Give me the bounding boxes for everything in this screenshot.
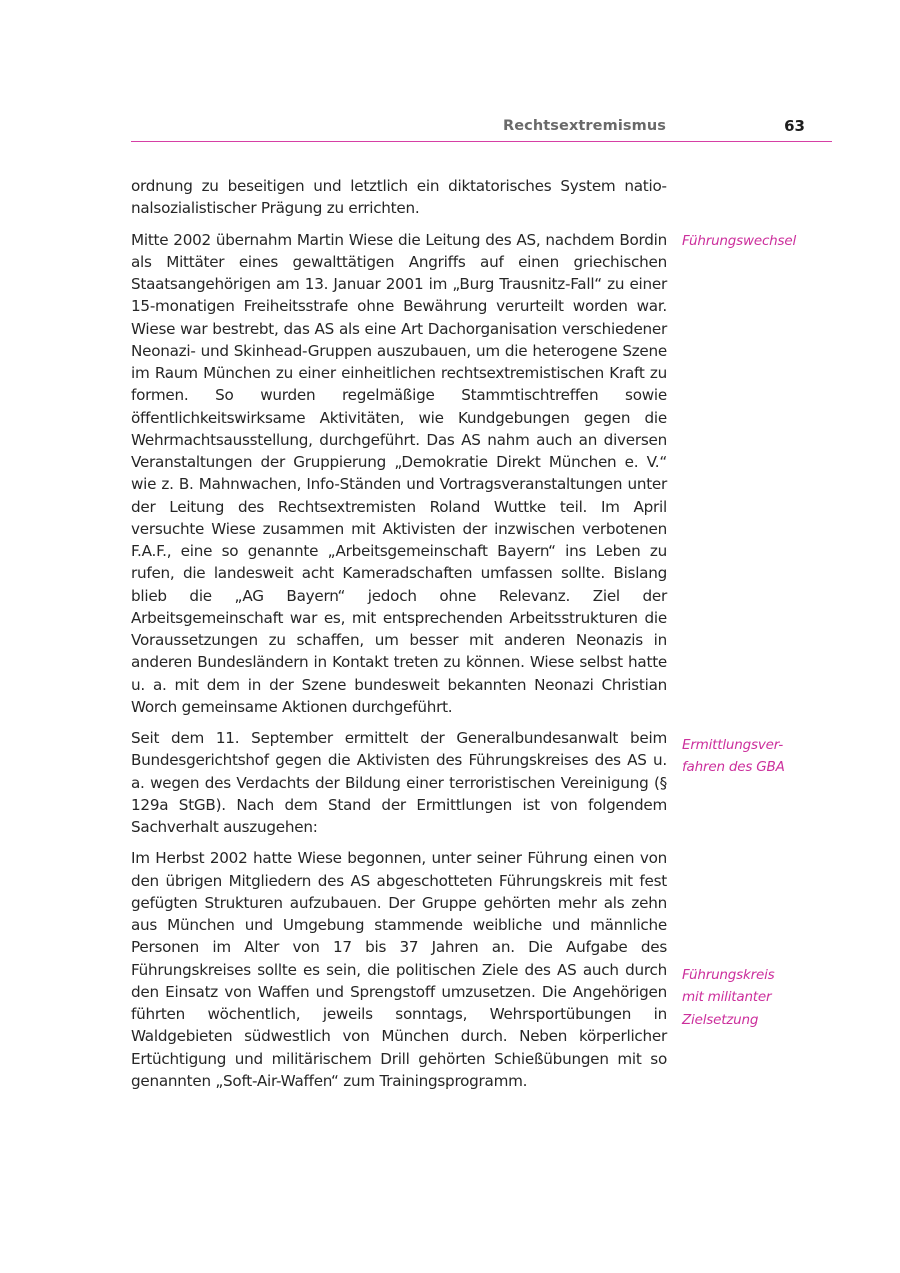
page-number: 63 — [784, 117, 805, 135]
margin-note-ermittlungsverfahren — [682, 734, 785, 779]
margin-note-line: Führungskreis — [682, 967, 775, 983]
margin-note-fuehrungswechsel — [682, 230, 796, 252]
margin-note-fuehrungskreis — [682, 964, 774, 1031]
paragraph: ordnung zu beseitigen und letztlich ein diktatorisches System nationalsozialistischer Prägung zu errichten. — [131, 177, 667, 218]
paragraph: Im Herbst 2002 hatte Wiese begonnen, unter seiner Führung einen von den übrigen Mitgliedern des AS abgeschotteten Führungskreis mit fest gefügten Strukturen aufzubauen. Der Gruppe gehörten mehr als zehn aus München und Umgebung stammende weibliche und männliche Personen im Alter von 17 bis 37 Jahren an. Die Aufgabe des Führungskreises sollte es sein, die politischen Ziele des AS auch durch den Einsatz von Waffen und Sprengstoff umzusetzen. Die Angehörigen führten wöchentlich, jeweils sonntags, Wehrsportübungen in Waldgebieten südwestlich von München durch. Neben körperlicher Ertüchtigung und militärischem Drill gehörten Schießübungen mit so genannten „Soft-Air-Waffen“ zum Trainingsprogramm. — [131, 849, 667, 1090]
running-head-title: Rechtsextremismus — [502, 118, 666, 134]
margin-note-line: Führungswechsel — [682, 233, 797, 249]
running-header — [131, 116, 832, 142]
margin-note-line: Ermittlungsver- — [682, 737, 784, 753]
margin-note-line: Zielsetzung — [682, 1011, 759, 1028]
header-rule — [131, 141, 832, 142]
margin-note-line: fahren des GBA — [682, 759, 785, 776]
margin-note-line: mit militanter — [682, 989, 772, 1006]
paragraph: Mitte 2002 übernahm Martin Wiese die Leitung des AS, nachdem Bordin als Mittäter eines gewalttätigen Angriffs auf einen griechischen Staatsangehörigen am 13. Januar 2001 im „Burg Trausnitz-Fall“ zu einer 15-monatigen Freiheitsstrafe ohne Bewährung verurteilt worden war. Wiese war bestrebt, das AS als eine Art Dachorganisation verschiedener Neonazi- und Skinhead-Gruppen auszubauen, um die heterogene Szene im Raum München zu einer einheitlichen rechtsextremistischen Kraft zu formen. So wurden regelmäßige Stammtischtreffen sowie öffentlichkeitswirksame Aktivitäten, wie Kundgebungen gegen die Wehrmachtsausstellung, durchgeführt. Das AS nahm auch an diversen Veranstaltungen der Gruppierung „Demokratie Direkt München e. V.“ wie z. B. Mahnwachen, Info-Ständen und Vortragsveranstaltungen unter der Leitung des Rechtsextremisten Roland Wuttke teil. Im April versuchte Wiese zusammen mit Aktivisten der inzwischen verbotenen F.A.F., eine so genannte „Arbeitsgemeinschaft Bayern“ ins Leben zu rufen, die landesweit acht Kameradschaften umfassen sollte. Bislang blieb die „AG Bayern“ jedoch ohne Relevanz. Ziel der Arbeitsgemeinschaft war es, mit entsprechenden Arbeitsstrukturen die Voraussetzungen zu schaffen, um besser mit anderen Neonazis in anderen Bundesländern in Kontakt treten zu können. Wiese selbst hatte u. a. mit dem in der Szene bundesweit bekannten Neonazi Christian Worch gemeinsame Aktionen durchgeführt. — [131, 230, 667, 716]
paragraph: Seit dem 11. September ermittelt der Generalbundesanwalt beim Bundesgerichtshof gegen die Aktivisten des Führungskreises des AS u. a. wegen des Verdachts der Bildung einer terroristischen Vereinigung (§ 129a StGB). Nach dem Stand der Ermittlungen ist von folgendem Sachverhalt auszugehen: — [131, 729, 667, 836]
body-text — [131, 175, 667, 1101]
